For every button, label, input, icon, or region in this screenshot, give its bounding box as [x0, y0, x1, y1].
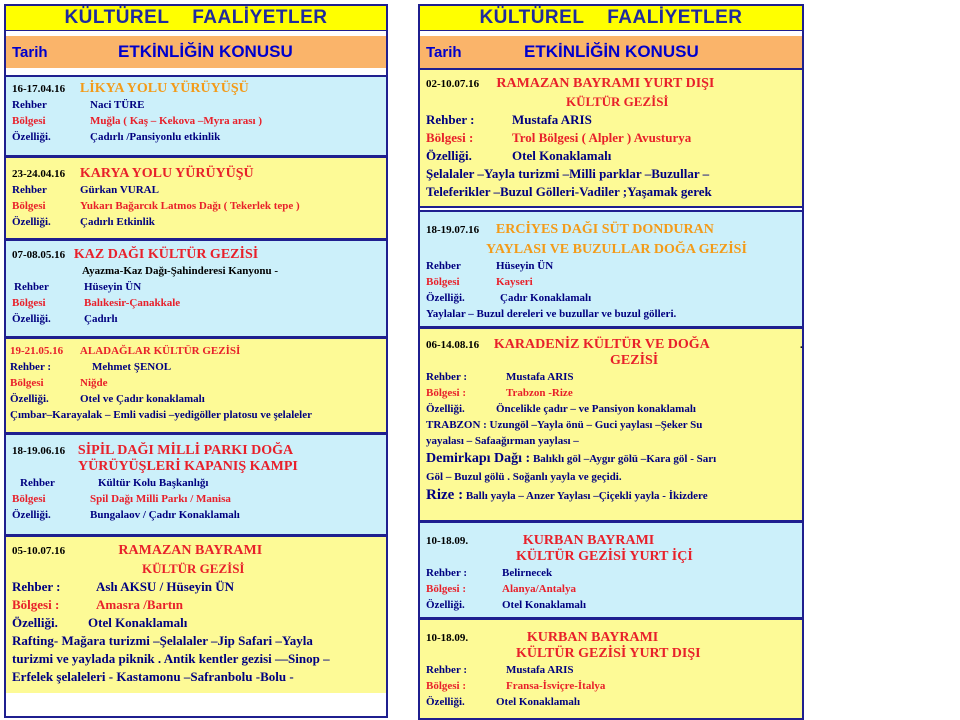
event-karadeniz	[420, 327, 802, 522]
event-title-2: GEZİSİ	[610, 353, 659, 368]
bolge-value: Spil Dağı Milli Parkı / Manisa	[90, 493, 231, 505]
bolge-label: Bölgesi :	[426, 130, 474, 145]
rehber-label: Rehber	[12, 184, 47, 196]
ozellik-label: Özelliği.	[12, 509, 51, 521]
event-date: 10-18.09.	[426, 632, 469, 644]
event-extra-2: Teleferikler –Buzul Gölleri-Vadiler ;Yaşamak gerek	[426, 184, 712, 199]
banner-title: KÜLTÜREL FAALİYETLER	[420, 6, 802, 31]
bolge-label: Bölgesi	[10, 377, 44, 389]
ozellik-value: Çadırlı /Pansiyonlu etkinlik	[90, 131, 221, 143]
ozellik-value: Otel Konaklamalı	[512, 148, 612, 163]
ozellik-value: Öncelikle çadır – ve Pansiyon konaklamalı	[496, 403, 696, 415]
rehber-label: Rehber :	[10, 361, 52, 373]
event-kazdagi	[6, 239, 386, 338]
event-route: Ayazma-Kaz Dağı-Şahinderesi Kanyonu -	[82, 265, 279, 277]
rehber-value: Mehmet ŞENOL	[92, 361, 172, 373]
table-header	[420, 36, 802, 68]
rehber-label: Rehber :	[426, 664, 468, 676]
event-date: 02-10.07.16	[426, 78, 480, 90]
event-title-2: KÜLTÜR GEZİSİ YURT DIŞI	[516, 646, 701, 661]
event-title: KAZ DAĞI KÜLTÜR GEZİSİ	[73, 247, 259, 262]
ozellik-label: Özelliği.	[426, 403, 465, 415]
event-aladaglar	[6, 337, 386, 434]
bolge-label: Bölgesi	[12, 115, 46, 127]
event-likya	[6, 75, 386, 157]
event-title: KARADENİZ KÜLTÜR VE DOĞA	[493, 337, 710, 352]
rehber-label: Rehber :	[426, 112, 475, 127]
event-date: 19-21.05.16	[10, 345, 64, 357]
event-extra-1: Yaylalar – Buzul dereleri ve buzullar ve buzul gölleri.	[426, 308, 677, 320]
event-extra-1: TRABZON : Uzungöl –Yayla önü – Guci yaylası –Şeker Su	[426, 419, 703, 431]
bolge-value: Kayseri	[496, 276, 533, 288]
ozellik-label: Özelliği.	[12, 313, 51, 325]
bolge-value: Trol Bölgesi ( Alpler ) Avusturya	[512, 130, 692, 145]
event-date: 06-14.08.16	[426, 339, 480, 351]
ozellik-value: Bungalaov / Çadır Konaklamalı	[90, 509, 240, 521]
ozellik-label: Özelliği.	[426, 696, 465, 708]
rehber-label: Rehber	[14, 281, 49, 293]
event-ramazan-yurtdisi	[420, 68, 802, 208]
banner-title: KÜLTÜREL FAALİYETLER	[6, 6, 386, 31]
bolge-value: Alanya/Antalya	[502, 583, 576, 595]
bolge-value: Trabzon -Rize	[506, 387, 573, 399]
rehber-value: Mustafa ARIS	[506, 664, 574, 676]
event-date: 18-19.06.16	[12, 445, 66, 457]
event-extra-2: turizmi ve yaylada piknik . Antik kentler gezisi —Sinop –	[12, 651, 330, 666]
event-kurban-yurtici	[420, 521, 802, 619]
rize-label: Rize :	[426, 487, 464, 503]
rehber-label: Rehber	[12, 99, 47, 111]
bolge-label: Bölgesi	[426, 276, 460, 288]
bolge-label: Bölgesi	[12, 200, 46, 212]
ozellik-label: Özelliği.	[12, 216, 51, 228]
event-amasra	[6, 535, 386, 693]
rehber-value: Hüseyin ÜN	[496, 260, 554, 272]
rehber-label: Rehber :	[426, 371, 468, 383]
header-konu: ETKİNLİĞİN KONUSU	[118, 42, 293, 61]
header-tarih: Tarih	[12, 44, 48, 61]
header-tarih: Tarih	[426, 44, 462, 61]
demirkapi-value: Balıklı göl –Aygır gölü –Kara göl - Sarı	[532, 453, 717, 465]
rehber-value: Hüseyin ÜN	[84, 281, 142, 293]
event-title: KARYA YOLU YÜRÜYÜŞÜ	[79, 166, 254, 181]
event-sipil	[6, 433, 386, 536]
bolge-label: Bölgesi :	[426, 387, 467, 399]
table-header	[6, 36, 386, 68]
event-title-2: YÜRÜYÜŞLERİ KAPANIŞ KAMPI	[78, 459, 298, 474]
header-konu: ETKİNLİĞİN KONUSU	[524, 42, 699, 61]
ozellik-value: Çadırlı Etkinlik	[80, 216, 155, 228]
ozellik-value: Çadır Konaklamalı	[500, 292, 592, 304]
right-column	[418, 4, 804, 720]
event-title-2: KÜLTÜR GEZİSİ YURT İÇİ	[516, 549, 693, 564]
bolge-value: Niğde	[80, 377, 108, 389]
event-title: RAMAZAN BAYRAMI	[118, 543, 263, 558]
rehber-value: Naci TÜRE	[90, 99, 145, 111]
event-date: 10-18.09.	[426, 535, 469, 547]
event-date: 18-19.07.16	[426, 224, 480, 236]
stray-dot: .	[800, 340, 803, 351]
event-title: KURBAN BAYRAMI	[522, 533, 655, 548]
event-extra-3: Erfelek şelaleleri - Kastamonu –Safranbolu -Bolu -	[12, 669, 294, 684]
event-extra-1: Şelalaler –Yayla turizmi –Milli parklar –Buzullar –	[426, 166, 710, 181]
rehber-value: Aslı AKSU / Hüseyin ÜN	[96, 579, 234, 594]
bolge-value: Muğla ( Kaş – Kekova –Myra arası )	[90, 115, 263, 127]
left-column	[4, 4, 388, 718]
event-title: ALADAĞLAR KÜLTÜR GEZİSİ	[79, 345, 241, 357]
event-karya	[6, 156, 386, 240]
ozellik-value: Çadırlı	[84, 313, 118, 325]
bolge-value: Amasra /Bartın	[96, 597, 184, 612]
event-extra: Çımbar–Karayalak – Emli vadisi –yedigöller platosu ve şelaleler	[10, 409, 312, 421]
event-title: LİKYA YOLU YÜRÜYÜŞÜ	[79, 81, 249, 96]
ozellik-label: Özelliği.	[426, 148, 472, 163]
event-title-2: YAYLASI VE BUZULLAR DOĞA GEZİSİ	[486, 242, 747, 257]
rehber-value: Belirnecek	[502, 567, 553, 579]
bolge-value: Balıkesir-Çanakkale	[84, 297, 181, 309]
rehber-label: Rehber :	[12, 579, 61, 594]
rehber-value: Kültür Kolu Başkanlığı	[98, 477, 209, 489]
rehber-value: Gürkan VURAL	[80, 184, 159, 196]
demirkapi-label: Demirkapı Dağı :	[426, 451, 531, 466]
ozellik-label: Özelliği.	[10, 393, 49, 405]
ozellik-label: Özelliği.	[12, 131, 51, 143]
rehber-label: Rehber	[426, 260, 461, 272]
rehber-label: Rehber	[20, 477, 55, 489]
bolge-label: Bölgesi	[12, 297, 46, 309]
bolge-value: Fransa-İsviçre-İtalya	[506, 680, 606, 692]
bolge-label: Bölgesi :	[426, 583, 467, 595]
bolge-label: Bölgesi	[12, 493, 46, 505]
ozellik-label: Özelliği.	[426, 292, 465, 304]
event-date: 05-10.07.16	[12, 545, 66, 557]
event-title-2: KÜLTÜR GEZİSİ	[566, 94, 669, 109]
event-title-2: KÜLTÜR GEZİSİ	[142, 561, 245, 576]
ozellik-value: Otel Konaklamalı	[502, 599, 587, 611]
event-kurban-yurtdisi	[420, 618, 802, 718]
rehber-value: Mustafa ARIS	[506, 371, 574, 383]
event-date: 16-17.04.16	[12, 83, 66, 95]
ozellik-label: Özelliği.	[12, 615, 58, 630]
ozellik-value: Otel Konaklamalı	[496, 696, 581, 708]
rehber-value: Mustafa ARIS	[512, 112, 592, 127]
rehber-label: Rehber :	[426, 567, 468, 579]
event-erciyes	[420, 210, 802, 328]
bolge-value: Yukarı Bağarcık Latmos Dağı ( Tekerlek tepe )	[80, 200, 300, 212]
event-title: ERCİYES DAĞI SÜT DONDURAN	[495, 222, 714, 237]
event-extra-2: yayalası – Safaağırman yaylası –	[426, 435, 579, 447]
event-title: RAMAZAN BAYRAMI YURT DIŞI	[496, 76, 715, 91]
ozellik-label: Özelliği.	[426, 599, 465, 611]
event-title: KURBAN BAYRAMI	[526, 630, 659, 645]
ozellik-value: Otel Konaklamalı	[88, 615, 188, 630]
event-date: 07-08.05.16	[12, 249, 66, 261]
ozellik-value: Otel ve Çadır konaklamalı	[80, 393, 205, 405]
event-title: SİPİL DAĞI MİLLİ PARKI DOĞA	[77, 443, 294, 458]
bolge-label: Bölgesi :	[426, 680, 467, 692]
bolge-label: Bölgesi :	[12, 597, 60, 612]
rize-value: Ballı yayla – Anzer Yaylası –Çiçekli yayla - İkizdere	[465, 490, 708, 502]
event-extra-3: Göl – Buzul gölü . Soğanlı yayla ve geçidi.	[426, 471, 622, 483]
event-extra-1: Rafting- Mağara turizmi –Şelalaler –Jip Safari –Yayla	[12, 633, 313, 648]
event-date: 23-24.04.16	[12, 168, 66, 180]
